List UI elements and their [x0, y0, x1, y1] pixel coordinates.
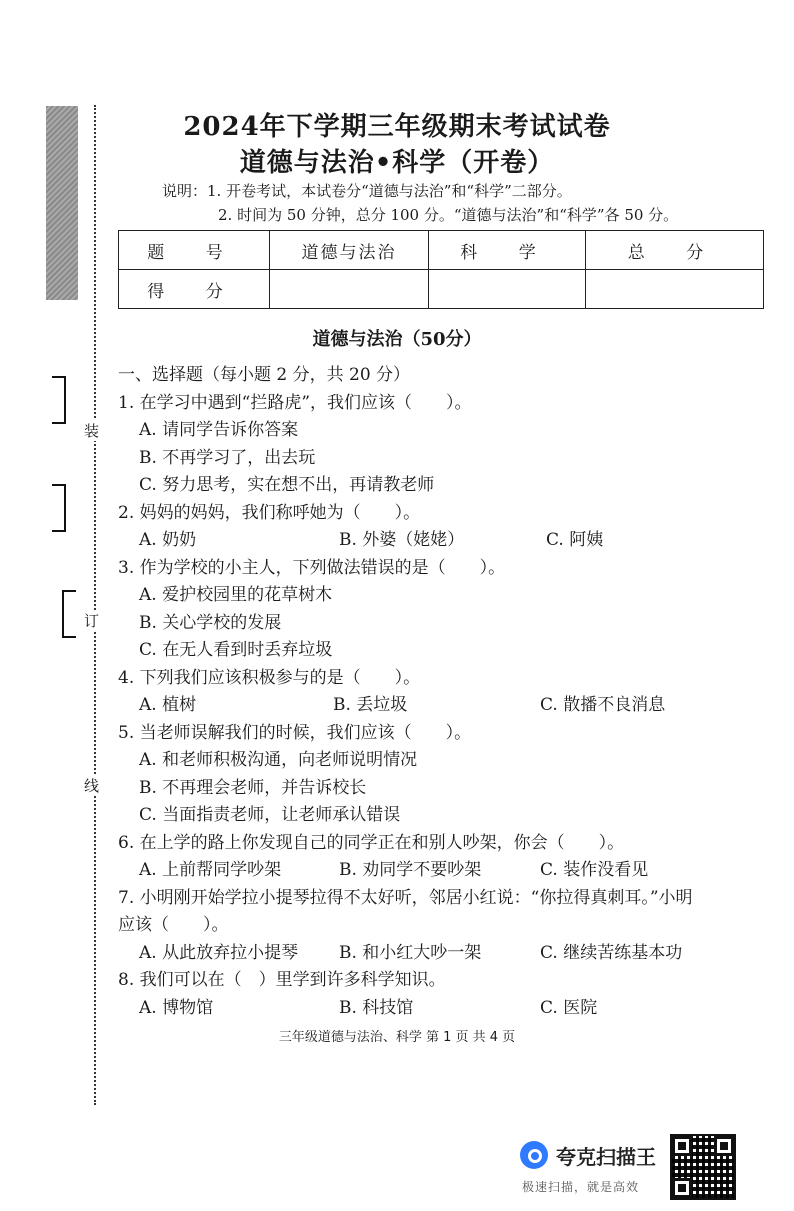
- exam-title: 2024年下学期三年级期末考试试卷: [183, 112, 611, 142]
- option: B. 劝同学不要吵架: [339, 860, 482, 880]
- question-stem: 2. 妈妈的妈妈，我们称呼她为（ ）。: [118, 502, 421, 523]
- binding-mark-ding: 订: [84, 612, 100, 630]
- binding-mark-xian: 线: [84, 777, 100, 795]
- score-cell-morality: [270, 270, 429, 309]
- option: B. 丢垃圾: [333, 695, 408, 715]
- question-stem: 5. 当老师误解我们的时候，我们应该（ ）。: [118, 722, 472, 743]
- scanner-logo-icon: [520, 1141, 548, 1169]
- option: C. 继续苦练基本功: [540, 942, 683, 963]
- question-stem: 4. 下列我们应该积极参与的是（ ）。: [118, 667, 421, 688]
- score-table-header-row: [119, 231, 764, 270]
- option: A. 奶奶: [139, 530, 197, 550]
- option: B. 和小红大吵一架: [339, 942, 482, 963]
- option: A. 爱护校园里的花草树木: [139, 585, 333, 605]
- question-stem: 1. 在学习中遇到“拦路虎”，我们应该（ ）。: [118, 392, 472, 413]
- binding-bracket: [52, 484, 66, 532]
- score-table-value-row: [119, 270, 764, 309]
- part-title: 一、选择题（每小题 2 分，共 20 分）: [118, 365, 411, 385]
- instructions-line-2: 2. 时间为 50 分钟，总分 100 分。“道德与法治”和“科学”各 50 分。: [218, 206, 679, 224]
- qr-finder: [714, 1136, 734, 1156]
- question-stem: 7. 小明刚开始学拉小提琴拉得不太好听，邻居小红说：“你拉得真刺耳。”小明: [118, 887, 693, 908]
- score-header-item: 题 号: [119, 231, 270, 270]
- option: C. 装作没看见: [540, 860, 649, 880]
- option: A. 和老师积极沟通，向老师说明情况: [139, 750, 418, 770]
- option: A. 上前帮同学吵架: [139, 860, 282, 880]
- question-stem: 3. 作为学校的小主人，下列做法错误的是（ ）。: [118, 557, 506, 578]
- exam-subtitle: 道德与法治•科学（开卷）: [239, 148, 555, 178]
- question-stem: 8. 我们可以在（ ）里学到许多科学知识。: [118, 970, 446, 990]
- page-footer: 三年级道德与法治、科学 第 1 页 共 4 页: [278, 1030, 516, 1045]
- instructions-line-1: 说明：1. 开卷考试，本试卷分“道德与法治”和“科学”二部分。: [162, 182, 572, 200]
- option: A. 博物馆: [139, 997, 214, 1018]
- binding-bracket: [62, 590, 76, 638]
- option: B. 不再理会老师，并告诉校长: [139, 777, 367, 798]
- option: C. 努力思考，实在想不出，再请教老师: [139, 475, 435, 495]
- option-row: [118, 995, 768, 1023]
- option-row: [118, 527, 768, 555]
- binding-dotted-line: [94, 105, 96, 1105]
- score-row-label: 得 分: [119, 270, 270, 309]
- option: A. 植树: [139, 695, 197, 715]
- option: C. 阿姨: [546, 530, 604, 550]
- scanner-brand: [520, 1138, 656, 1172]
- qr-finder: [672, 1178, 692, 1198]
- scanner-brand-name: 夸克扫描王: [556, 1144, 656, 1169]
- option: B. 关心学校的发展: [139, 612, 282, 633]
- option: C. 散播不良消息: [540, 695, 666, 715]
- binding-mark-zhuang: 装: [84, 422, 100, 440]
- qr-code-icon: [672, 1136, 734, 1198]
- option-row: [118, 692, 768, 720]
- score-header-item: 总 分: [586, 231, 764, 270]
- section-title: 道德与法治（50分）: [312, 329, 482, 350]
- question-stem: 6. 在上学的路上你发现自己的同学正在和别人吵架，你会（ ）。: [118, 832, 625, 853]
- option: C. 当面指责老师，让老师承认错误: [139, 805, 401, 825]
- option-row: [118, 940, 768, 968]
- option: B. 科技馆: [339, 997, 414, 1018]
- binding-bracket: [52, 376, 66, 424]
- score-header-item: 科 学: [429, 231, 586, 270]
- qr-finder: [672, 1136, 692, 1156]
- option-row: [118, 857, 768, 885]
- option: C. 医院: [540, 997, 598, 1018]
- scanner-slogan: 极速扫描，就是高效: [522, 1180, 640, 1194]
- score-header-item: 道德与法治: [270, 231, 429, 270]
- option: A. 请同学告诉你答案: [139, 420, 299, 440]
- question-stem-continued: 应该（ ）。: [118, 915, 229, 935]
- score-cell-total: [586, 270, 764, 309]
- option: B. 不再学习了，出去玩: [139, 447, 316, 468]
- option: A. 从此放弃拉小提琴: [139, 942, 299, 963]
- option: B. 外婆（姥姥）: [339, 530, 465, 550]
- score-table: [118, 230, 764, 309]
- score-cell-science: [429, 270, 586, 309]
- question-list: [118, 362, 768, 1022]
- option: C. 在无人看到时丢弃垃圾: [139, 640, 333, 660]
